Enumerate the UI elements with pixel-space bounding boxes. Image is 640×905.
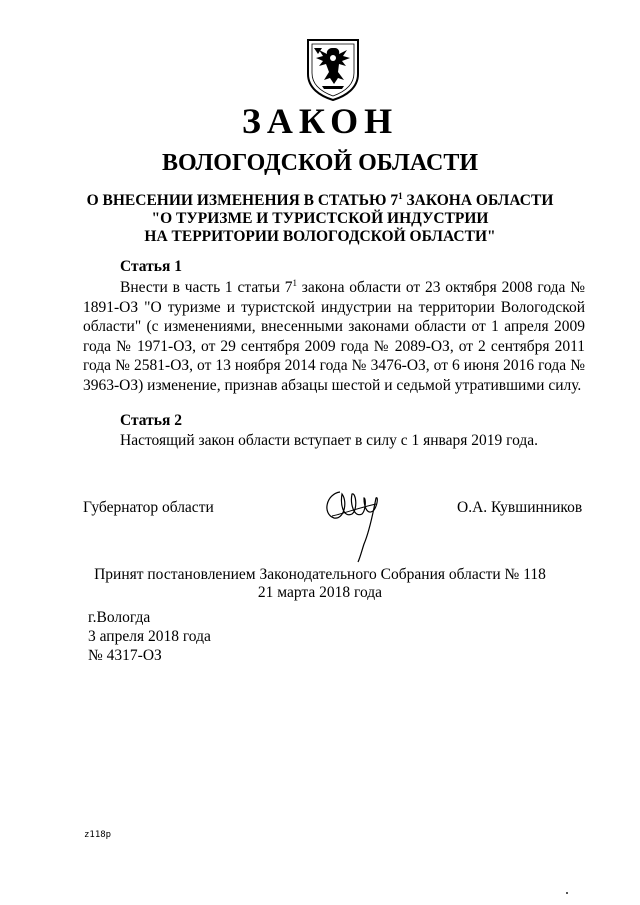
- law-number: № 4317-ОЗ: [88, 647, 162, 664]
- law-subject: [80, 192, 560, 246]
- vologda-coat-of-arms-icon: [302, 36, 364, 102]
- document-code: z118p: [84, 830, 112, 840]
- article-1-heading: Статья 1: [120, 258, 182, 275]
- adoption-line-2: 21 марта 2018 года: [257, 584, 383, 601]
- region-title: ВОЛОГОДСКОЙ ОБЛАСТИ: [161, 150, 479, 176]
- signatory-name: О.А. Кувшинников: [457, 499, 583, 516]
- subject-line-1: О ВНЕСЕНИИ ИЗМЕНЕНИЯ В СТАТЬЮ $7^1$ ЗАКОНА ОБЛАСТИ: [86, 190, 554, 209]
- law-title: ЗАКОН: [241, 101, 399, 141]
- scan-mark: [566, 892, 568, 894]
- signatory-position: Губернатор области: [83, 499, 214, 516]
- article-2-heading: Статья 2: [120, 412, 182, 429]
- subject-line-2: "О ТУРИЗМЕ И ТУРИСТСКОЙ ИНДУСТРИИ: [151, 210, 489, 227]
- city: г.Вологда: [88, 609, 151, 626]
- signing-date: 3 апреля 2018 года: [88, 628, 211, 645]
- article-2-text: Настоящий закон области вступает в силу с 1 января 2019 года.: [120, 432, 539, 449]
- signature: [318, 478, 388, 566]
- handwritten-signature-icon: [318, 478, 388, 566]
- adoption-note: [0, 566, 640, 602]
- subject-line-3: НА ТЕРРИТОРИИ ВОЛОГОДСКОЙ ОБЛАСТИ": [144, 228, 496, 245]
- article-1-text: Внести в часть 1 статьи $7^1$ закона области от 23 октября 2008 года № 1891-ОЗ "О туризме и туристской индустрии на территории Вологодской области" (с изменениями, внесенными законами области от 1 апреля 2009 года № 1971-ОЗ, от 29 сентября 2009 года № 2089-ОЗ, от 2 сентября 2011 года № 2581-ОЗ, от 13 ноября 2014 года № 3476-ОЗ, от 6 июня 2016 года № 3963-ОЗ) изменение, признав абзацы шестой и седьмой утратившими силу.: [83, 277, 585, 394]
- adoption-line-1: Принят постановлением Законодательного Собрания области № 118: [94, 566, 546, 583]
- coat-of-arms-emblem: [302, 36, 364, 102]
- place-and-date: [88, 608, 211, 665]
